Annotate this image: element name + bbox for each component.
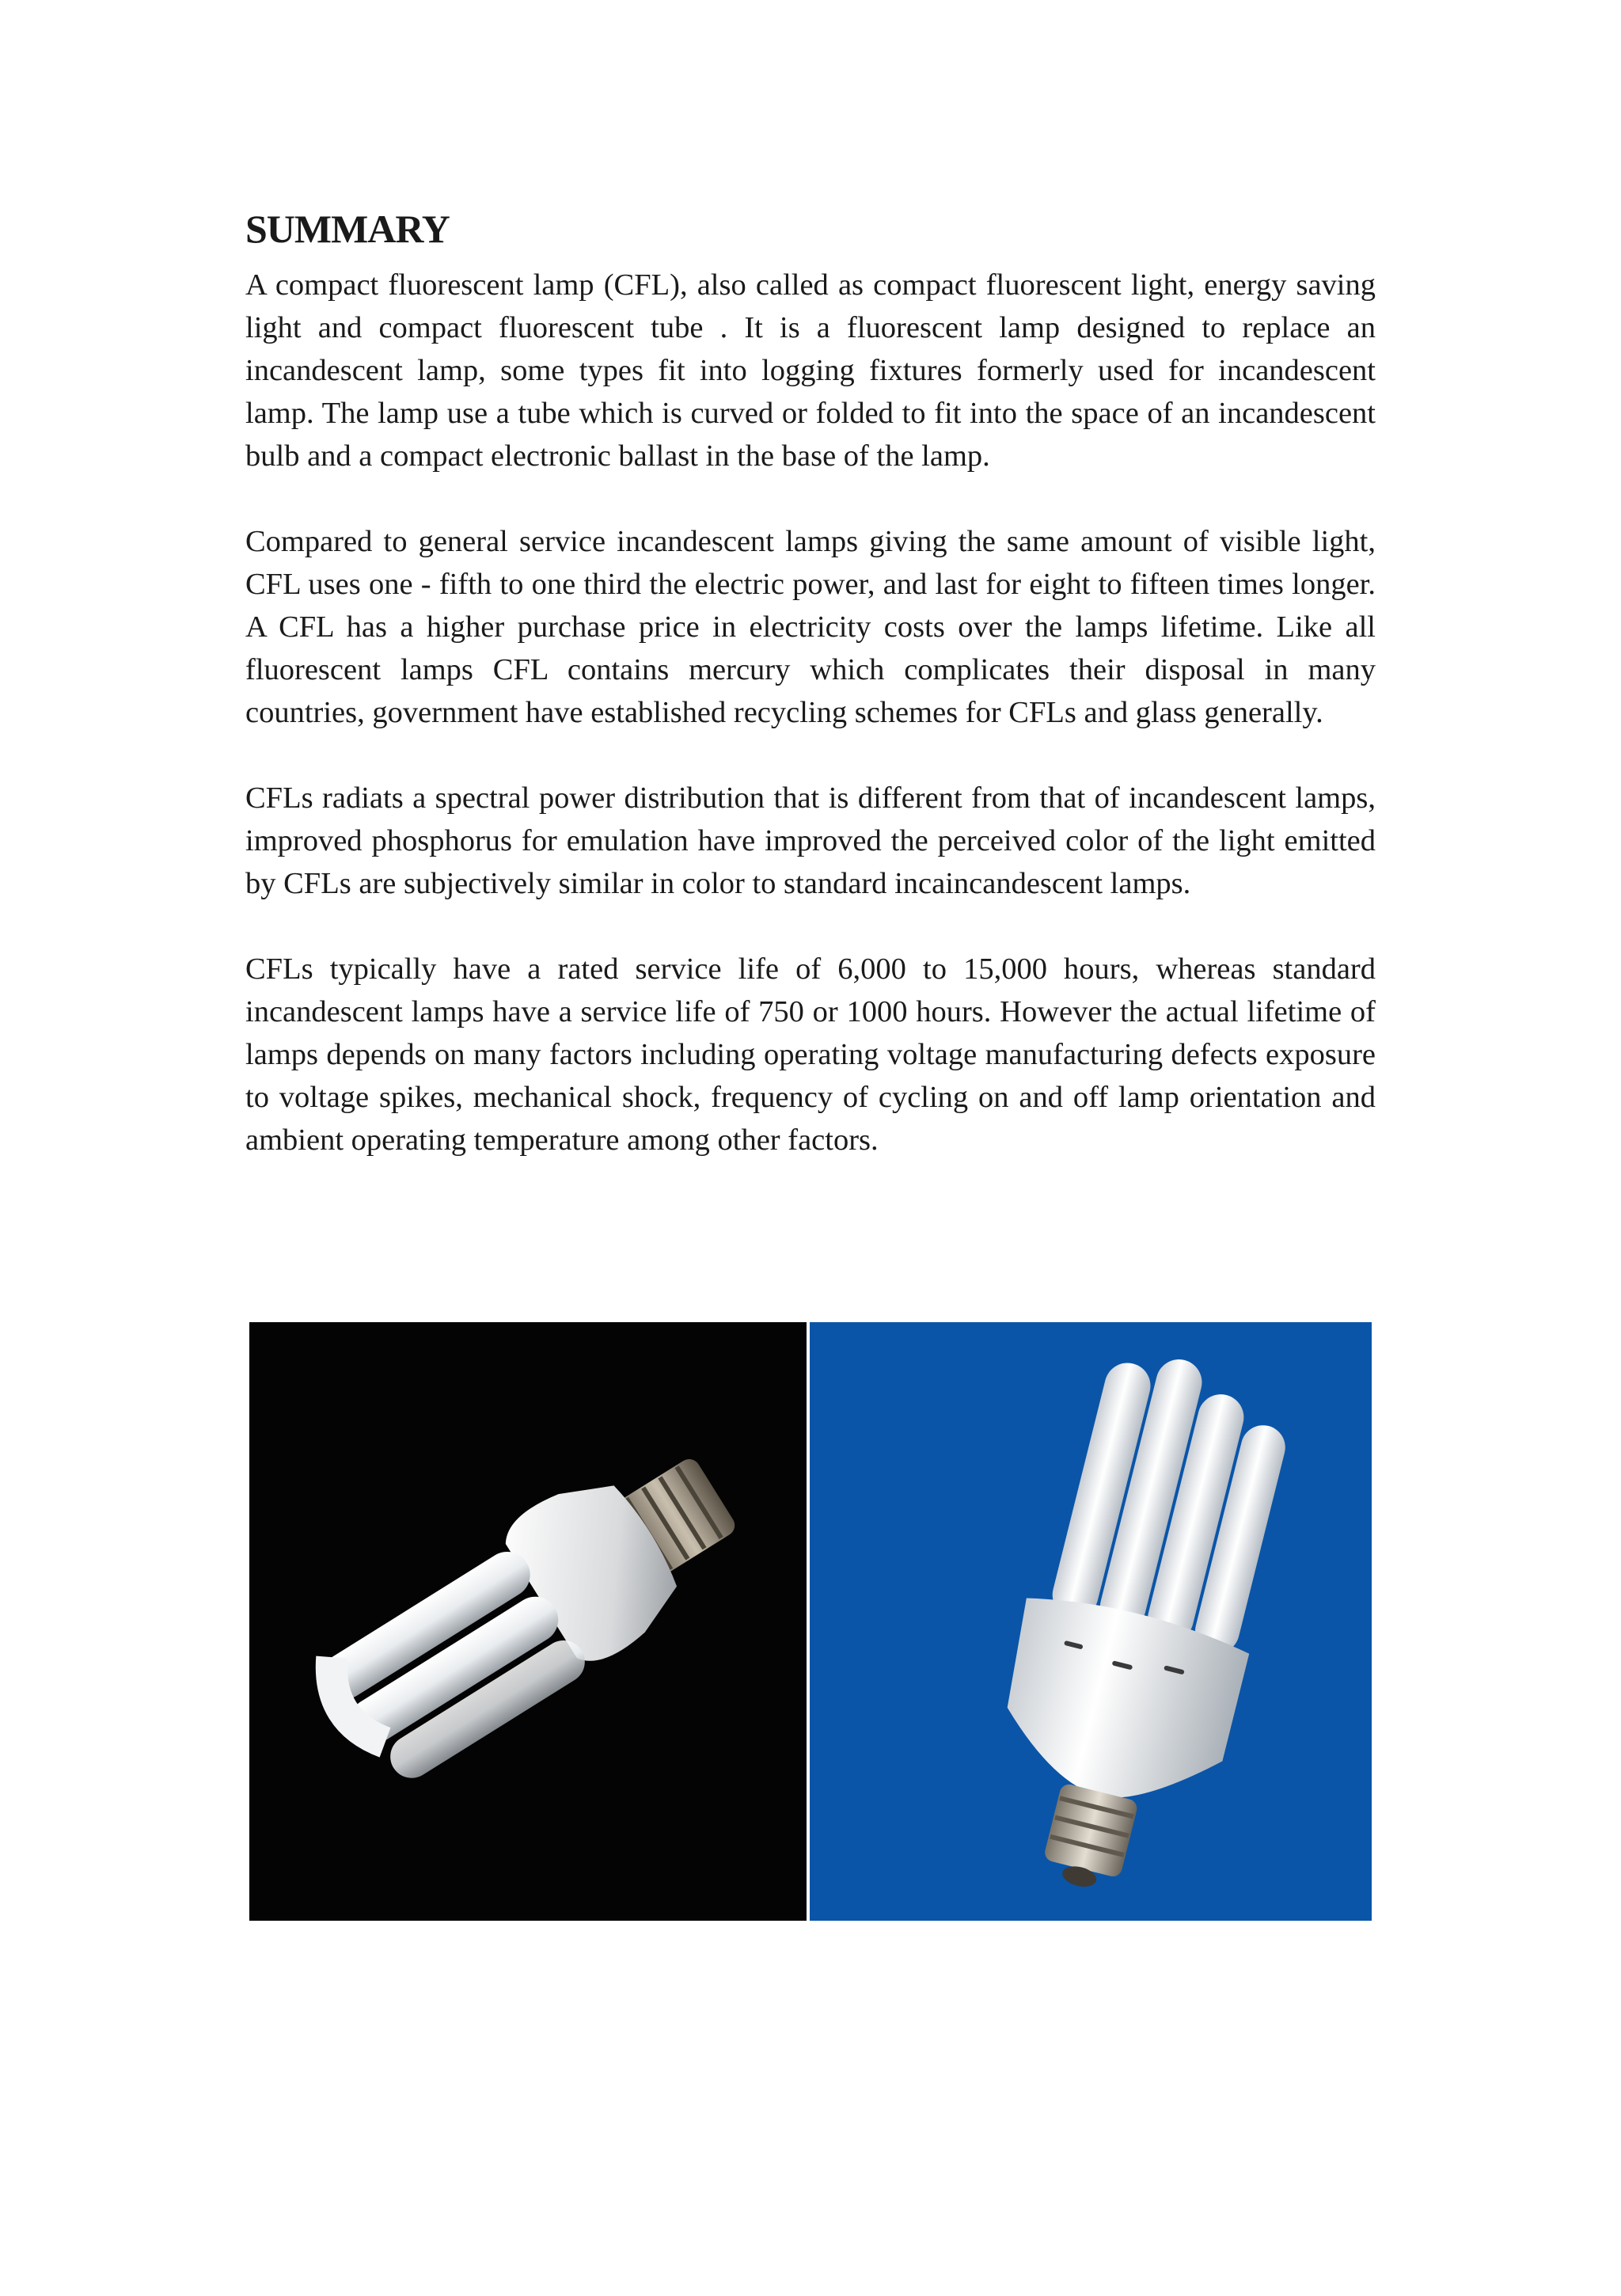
paragraph-lifetime: CFLs typically have a rated service life of 6,000 to 15,000 hours, whereas standard incandescent lamps have a service life of 750 or 1000 hours. However the actual lifetime of lamps depends on many factors including operating voltage manufacturing defects exposure to voltage spikes, mechanical shock, frequency of cycling on and off lamp orientation and ambient operating temperature among other factors. [245, 952, 1376, 1157]
cfl-bulb-icon [810, 1322, 1372, 1921]
paragraph-spectrum: CFLs radiats a spectral power distribution that is different from that of incandescent lamps, improved phosphorus for emulation have improved the perceived color of the light emitted by CFLs are subjectively similar in color to standard incaincandescent lamps. [245, 781, 1376, 900]
cfl-bulb-icon [249, 1322, 807, 1921]
paragraph-comparison: Compared to general service incandescent lamps giving the same amount of visible light, CFL uses one - fifth to one third the electric power, and last for eight to fifteen times longer. A CFL has a higher purchase price in electricity costs over the lamps lifetime. Like all fluorescent lamps CFL contains mercury which complicates their disposal in many countries, government have established recycling schemes for CFLs and glass generally. [245, 525, 1376, 729]
cfl-photo-blue-background [810, 1322, 1372, 1921]
page-title: SUMMARY [245, 207, 450, 251]
cfl-photo-black-background [249, 1322, 807, 1921]
summary-section [245, 207, 1376, 1204]
paragraph-intro: A compact fluorescent lamp (CFL), also called as compact fluorescent light, energy saving light and compact fluorescent tube . It is a fluorescent lamp designed to replace an incandescent lamp, some types fit into logging fixtures formerly used for incandescent lamp. The lamp use a tube which is curved or folded to fit into the space of an incandescent bulb and a compact electronic ballast in the base of the lamp. [245, 268, 1376, 473]
cfl-photos [249, 1322, 1372, 1921]
